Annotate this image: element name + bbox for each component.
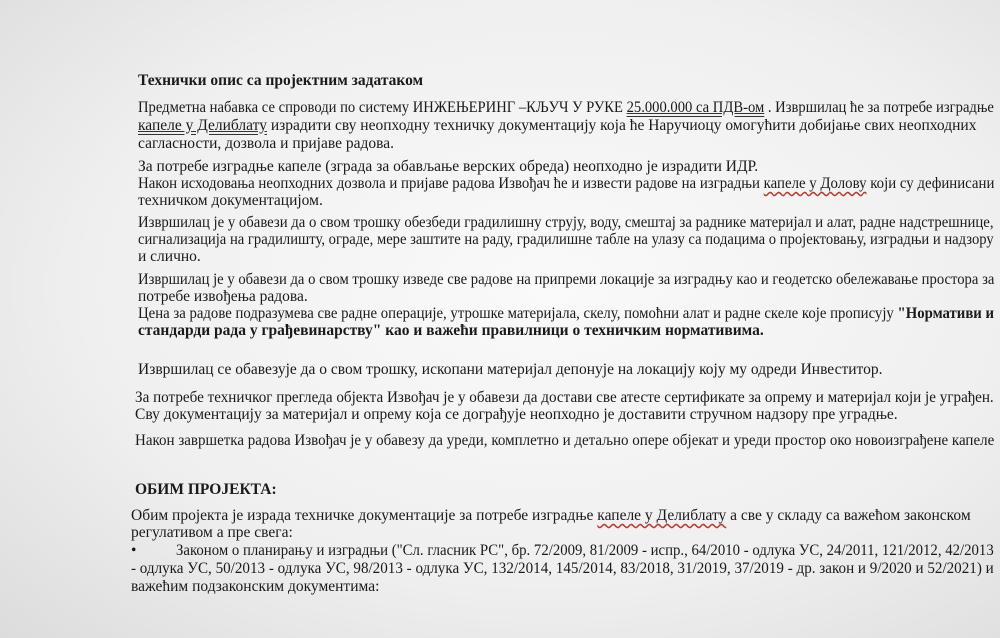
scope-line-1 [131, 507, 971, 525]
paragraph-5: Извршилац се обавезује да о свом трошку, ископани материјал депонује на локацију коју му одреди Инвеститор. [138, 361, 883, 378]
paragraph-2-line-1: За потребе изградње капеле (зграда за обављање верских обреда) неопходно је израдити ИДР. [138, 158, 759, 175]
chapel-location-deliblato: капеле у Делиблату [138, 117, 267, 134]
document-heading: Технички опис са пројектним задатаком [138, 72, 424, 89]
paragraph-2-line-3: техничком документацијом. [138, 192, 323, 209]
p2-text-b: који су дефинисани [866, 175, 995, 192]
paragraph-3-line-3: и слично. [138, 248, 201, 265]
paragraph-4-line-1: Извршилац је у обавези да о свом трошку изведе све радове на припреми локације за изградњу као и геодетско обележавање простора за [138, 271, 995, 288]
paragraph-3-line-1: Извршилац је у обавези да о свом трошку обезбеди градилишну струју, воду, смештај за раднике материјал и алат, радне надстрешнице, [138, 214, 994, 231]
paragraph-1-line-2 [138, 117, 976, 135]
p2-text-a: Након исходовања неопходних дозвола и пријаве радова Извођач ће и извести радове на изградњи [138, 175, 764, 192]
chapel-location-dolovo: капеле у Долову [763, 175, 867, 192]
paragraph-1-line-3: сагласности, дозвола и пријаве радова. [138, 135, 394, 152]
paragraph-2-line-2 [138, 175, 994, 193]
scope-heading: ОБИМ ПРОЈЕКТА: [135, 481, 277, 498]
p4-text-a: Цена за радове подразумева све радне операције, утрошке материјала, скелу, помоћни алат и радне скеле које прописују [138, 305, 898, 322]
p1-text-b: . Извршилац ће за потребе изградње [764, 99, 994, 116]
paragraph-6-line-1: За потребе техничког прегледа објекта Извођач је у обавези да достави све атесте сертификате за опрему и материјал који је уграђен. [135, 389, 994, 406]
paragraph-4-line-4: стандарди рада у грађевинарству" као и важећи правилници о техничким нормативима. [138, 322, 764, 339]
scope-law-line-1: Законом о планирању и изградњи ("Сл. гласник РС", бр. 72/2009, 81/2009 - испр., 64/2010 - одлука УС, 24/2011, 121/2012, 42/2013 [176, 542, 994, 559]
p1-text-c: израдити сву неопходну техничку документацију која ће Наручиоцу омогућити добијање свих неопходних [266, 117, 977, 134]
paragraph-4-line-3 [138, 305, 994, 323]
scope-law-line-2: - одлука УС, 50/2013 - одлука УС, 98/2013 - одлука УС, 132/2014, 145/2014, 83/2018, 31/2019, 37/2019 - др. закон и 9/2020 и 52/2021) и [131, 560, 994, 577]
scope-text-a: Обим пројекта је израда техничке документације за потребе изградње [131, 507, 598, 524]
scope-law-line-3: важећим подзаконским документима: [131, 578, 380, 595]
p1-text-a: Предметна набавка се спроводи по систему ИНЖЕЊЕРИНГ –КЉУЧ У РУКЕ [138, 99, 627, 116]
paragraph-1-line-1 [138, 99, 994, 117]
paragraph-6-line-2: Сву документацију за материјал и опрему која се дограђује неопходно је доставити стручном надзору пре уградње. [135, 406, 898, 423]
p4-norms-title-a: "Нормативи и [897, 305, 995, 322]
scope-chapel-location: капеле у Делиблату [597, 507, 727, 524]
paragraph-4-line-2: потребе извођења радова. [138, 288, 308, 305]
scope-line-2: регулативом а пре свега: [131, 524, 293, 541]
scope-text-b: а све у складу са важећом законском [726, 507, 971, 524]
paragraph-7: Након завршетка радова Извођач је у обавезу да уреди, комплетно и детаљно опере објекат и уреди простор око новоизграђене капеле [135, 432, 995, 449]
contract-amount: 25.000.000 са ПДВ-ом [626, 99, 765, 116]
paragraph-3-line-2: сигнализација на градилишту, ограде, мере заштите на раду, градилишне табле на улазу са подацима о пројектовању, изградњи и надзору [138, 231, 994, 248]
scope-bullet: • [131, 542, 137, 559]
